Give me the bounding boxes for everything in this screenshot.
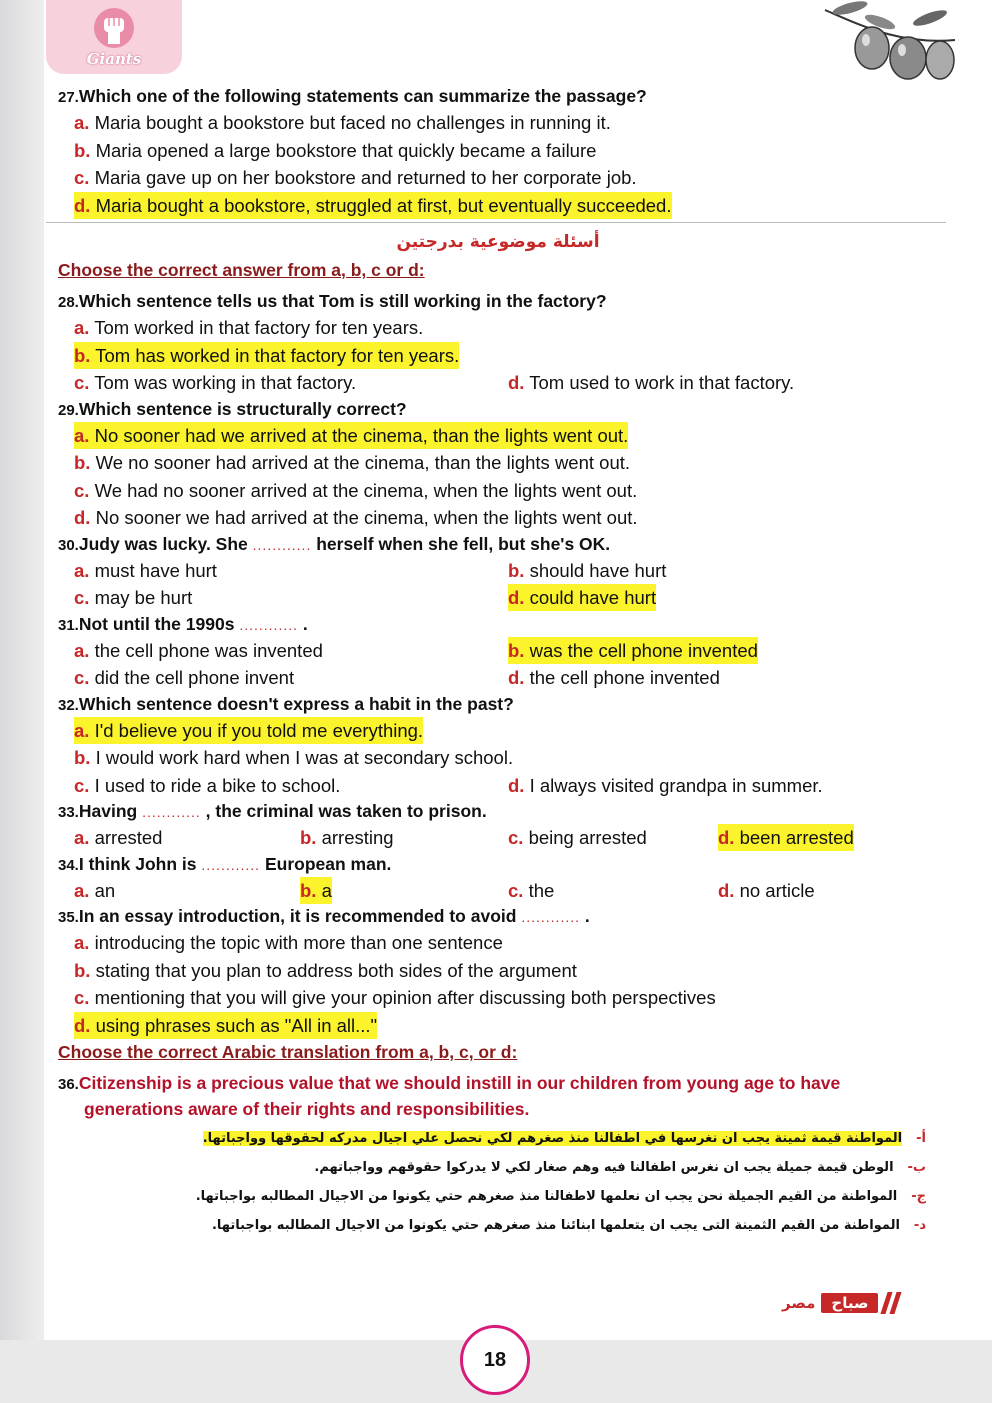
option-text: no article — [739, 879, 815, 901]
option-31b-correct[interactable] — [508, 637, 758, 664]
option-letter: c. — [74, 372, 90, 393]
option-letter: a. — [74, 719, 90, 741]
page-number: 18 — [460, 1325, 530, 1395]
option-text: stating that you plan to address both sides of the argument — [95, 959, 577, 981]
option-letter: b. — [74, 959, 91, 981]
option-text: Maria gave up on her bookstore and returned to her corporate job. — [94, 167, 637, 188]
question-31 — [58, 612, 938, 637]
option-text: We had no sooner arrived at the cinema, when the lights went out. — [94, 479, 638, 501]
option-letter: d. — [718, 879, 735, 901]
option-letter: b. — [508, 559, 525, 581]
option-36b[interactable] — [58, 1154, 938, 1183]
option-text: المواطنة من القيم الجميلة نحن يجب ان نعلمها لاطفالنا منذ صغرهم حتي يكونوا من الاجيال المطالبه بواجباتها. — [195, 1189, 898, 1204]
option-row — [58, 557, 938, 585]
option-row — [58, 164, 938, 192]
arabic-section-title: أسئلة موضوعية بدرجتين — [396, 232, 600, 252]
option-row — [58, 772, 938, 800]
option-30d-correct[interactable] — [508, 584, 656, 611]
option-28d[interactable] — [508, 369, 794, 396]
question-35 — [58, 904, 938, 929]
brand-suffix: مصر — [782, 1294, 816, 1312]
option-row — [58, 824, 938, 852]
option-row — [58, 744, 938, 772]
option-letter: d. — [508, 587, 525, 608]
option-text: been arrested — [739, 827, 854, 848]
option-row — [58, 192, 938, 220]
option-row — [58, 109, 938, 137]
question-text: Not until the 1990s — [78, 613, 235, 634]
option-32a-correct[interactable] — [74, 717, 423, 744]
option-text: introducing the topic with more than one sentence — [94, 932, 503, 953]
option-letter: b. — [74, 139, 91, 161]
option-34a[interactable] — [74, 877, 115, 904]
option-36d[interactable] — [58, 1212, 938, 1241]
option-text: an — [94, 879, 116, 901]
option-letter: a. — [74, 879, 90, 901]
option-letter: b. — [508, 639, 525, 661]
question-text: Judy was lucky. She — [78, 533, 248, 554]
option-letter: d. — [508, 372, 525, 393]
option-text: the cell phone invented — [529, 667, 720, 688]
option-30a[interactable] — [74, 557, 217, 584]
option-text: did the cell phone invent — [94, 667, 295, 688]
option-letter: d. — [74, 194, 91, 216]
option-text: was the cell phone invented — [529, 639, 758, 661]
option-letter: ب- — [907, 1160, 926, 1175]
option-27b[interactable] — [74, 137, 596, 164]
option-27d-correct[interactable] — [74, 192, 672, 219]
option-31c[interactable] — [74, 664, 294, 691]
option-34b-correct[interactable] — [300, 877, 332, 904]
option-36a-correct[interactable] — [58, 1125, 938, 1154]
option-text: may be hurt — [94, 587, 193, 608]
question-number: 28. — [58, 294, 79, 311]
option-text: Tom was working in that factory. — [94, 372, 357, 393]
option-text: the cell phone was invented — [94, 639, 323, 661]
option-letter: c. — [74, 987, 90, 1008]
question-number: 30. — [58, 536, 79, 554]
option-30c[interactable] — [74, 584, 192, 611]
question-text: In an essay introduction, it is recommended to avoid — [78, 906, 517, 926]
option-text: Maria bought a bookstore but faced no challenges in running it. — [94, 112, 611, 133]
option-35c[interactable] — [74, 984, 716, 1011]
option-row — [58, 449, 938, 477]
option-35d-correct[interactable] — [74, 1012, 377, 1039]
blank: ............ — [252, 536, 312, 553]
option-33b[interactable] — [300, 824, 394, 851]
option-29d[interactable] — [74, 504, 638, 531]
option-35b[interactable] — [74, 957, 577, 984]
option-letter: د- — [913, 1218, 926, 1233]
question-number: 35. — [58, 909, 79, 926]
question-text: . — [302, 613, 308, 634]
option-29c[interactable] — [74, 477, 637, 504]
option-text: المواطنة قيمة ثمينة يجب ان نغرسها في اطفالنا منذ صغرهم لكي نحصل علي اجيال مدركه لحقوقها وواجباتها. — [202, 1131, 903, 1146]
option-27a[interactable] — [74, 109, 611, 136]
option-text: Tom worked in that factory for ten years. — [94, 317, 424, 338]
section-heading: Choose the correct Arabic translation from a, b, c, or d: — [58, 1042, 518, 1062]
option-text: Tom has worked in that factory for ten years. — [95, 344, 460, 366]
option-29a-correct[interactable] — [74, 422, 628, 449]
option-text: I'd believe you if you told me everything. — [94, 719, 424, 741]
content — [58, 84, 938, 1241]
option-text: a — [321, 879, 332, 901]
option-text: should have hurt — [529, 559, 667, 581]
option-text: arresting — [321, 827, 394, 848]
option-31a[interactable] — [74, 637, 323, 664]
option-row — [58, 929, 938, 957]
brand-stripes-icon — [884, 1292, 898, 1314]
source-brand — [782, 1292, 898, 1314]
option-28a[interactable] — [74, 314, 423, 341]
fist-icon — [92, 6, 136, 50]
brand-name: صباح — [821, 1293, 878, 1313]
option-letter: d. — [508, 774, 525, 796]
option-text: Maria opened a large bookstore that quickly became a failure — [95, 139, 597, 161]
question-text: Which sentence tells us that Tom is still working in the factory? — [78, 291, 607, 311]
option-letter: c. — [74, 587, 90, 608]
option-text: I would work hard when I was at secondary school. — [95, 747, 514, 768]
option-32b[interactable] — [74, 744, 513, 771]
question-text: Which sentence doesn't express a habit in the past? — [78, 693, 514, 714]
divider — [46, 222, 946, 223]
option-letter: d. — [74, 507, 91, 528]
option-letter: c. — [74, 167, 90, 188]
option-row — [58, 984, 938, 1012]
option-letter: b. — [300, 879, 317, 901]
option-text: using phrases such as "All in all..." — [95, 1014, 378, 1036]
option-row — [58, 717, 938, 745]
option-letter: ج- — [911, 1189, 926, 1204]
option-row — [58, 477, 938, 505]
option-35a[interactable] — [74, 929, 503, 956]
question-29 — [58, 397, 938, 422]
blank: ............ — [239, 616, 299, 633]
option-row — [58, 957, 938, 985]
blank: ............ — [142, 804, 201, 820]
option-row — [58, 877, 938, 905]
option-letter: a. — [74, 112, 90, 133]
option-letter: d. — [508, 667, 525, 688]
option-letter: أ- — [916, 1131, 926, 1146]
option-letter: a. — [74, 424, 90, 446]
option-letter: b. — [74, 452, 91, 473]
option-31d[interactable] — [508, 664, 720, 691]
option-text: Tom used to work in that factory. — [529, 372, 795, 393]
question-text: herself when she fell, but she's OK. — [316, 533, 611, 554]
option-text: must have hurt — [94, 559, 217, 581]
question-text: Having — [78, 801, 138, 821]
option-row — [58, 314, 938, 342]
question-text: Which sentence is structurally correct? — [78, 398, 407, 419]
logo-text: Giants — [86, 50, 142, 68]
question-text: I think John is — [78, 853, 197, 874]
question-28 — [58, 289, 938, 314]
option-letter: d. — [718, 827, 735, 848]
option-text: I always visited grandpa in summer. — [529, 774, 823, 796]
option-row — [58, 1012, 938, 1040]
option-letter: a. — [74, 827, 90, 848]
option-letter: a. — [74, 932, 90, 953]
side-panel — [0, 0, 44, 1403]
option-text: could have hurt — [529, 587, 657, 608]
option-row — [58, 504, 938, 532]
option-letter: c. — [508, 879, 524, 901]
question-number: 34. — [58, 856, 79, 874]
option-32d[interactable] — [508, 772, 823, 799]
option-row — [58, 342, 938, 370]
option-letter: c. — [74, 667, 90, 688]
option-29b[interactable] — [74, 449, 630, 476]
section-heading: Choose the correct answer from a, b, c or d: — [58, 260, 425, 280]
option-row — [58, 584, 938, 612]
giants-logo — [46, 0, 182, 74]
option-text: We no sooner had arrived at the cinema, than the lights went out. — [95, 452, 631, 473]
question-text: European man. — [264, 853, 392, 874]
question-30 — [58, 532, 938, 557]
olive-branch-icon — [820, 0, 960, 90]
option-row — [58, 137, 938, 165]
option-text: mentioning that you will give your opinion after discussing both perspectives — [94, 987, 716, 1008]
question-number: 27. — [58, 89, 79, 106]
option-32c[interactable] — [74, 772, 340, 799]
option-33d-correct[interactable] — [718, 824, 854, 851]
blank: ............ — [521, 909, 581, 925]
blank: ............ — [201, 856, 261, 873]
question-36 — [58, 1071, 938, 1121]
option-row — [58, 369, 938, 397]
option-36c[interactable] — [58, 1183, 938, 1212]
question-text: . — [584, 906, 590, 926]
option-28c[interactable] — [74, 369, 356, 396]
option-letter: c. — [74, 774, 90, 796]
question-text: Citizenship is a precious value that we should instill in our children from young age to have generations aware of their rights and responsibilities. — [78, 1073, 841, 1119]
question-number: 36. — [58, 1076, 79, 1093]
question-number: 32. — [58, 696, 79, 714]
option-28b-correct[interactable] — [74, 342, 459, 369]
option-text: No sooner we had arrived at the cinema, when the lights went out. — [95, 507, 638, 528]
option-letter: a. — [74, 639, 90, 661]
option-text: الوطن قيمة جميلة يجب ان نغرس اطفالنا فيه وهم صغار لكي لا يدركوا حقوقهم وواجباتهم. — [314, 1160, 894, 1175]
option-letter: a. — [74, 317, 90, 338]
question-number: 33. — [58, 804, 79, 821]
option-row — [58, 637, 938, 665]
option-text: No sooner had we arrived at the cinema, than the lights went out. — [94, 424, 629, 446]
option-row — [58, 664, 938, 692]
option-text: Maria bought a bookstore, struggled at first, but eventually succeeded. — [95, 194, 672, 216]
option-letter: b. — [74, 747, 91, 768]
question-32 — [58, 692, 938, 717]
option-33c[interactable] — [508, 824, 647, 851]
option-letter: d. — [74, 1014, 91, 1036]
option-letter: c. — [74, 479, 90, 501]
option-row — [58, 422, 938, 450]
option-letter: b. — [300, 827, 317, 848]
question-number: 31. — [58, 616, 79, 634]
question-33 — [58, 799, 938, 824]
option-text: I used to ride a bike to school. — [94, 774, 341, 796]
option-text: المواطنة من القيم الثمينة التى يجب ان يتعلمها ابنائنا منذ صغرهم حتي يكونوا من الاجيال المطالبه بواجباتها. — [211, 1218, 900, 1233]
option-text: being arrested — [528, 827, 647, 848]
option-text: arrested — [94, 827, 163, 848]
option-33a[interactable] — [74, 824, 162, 851]
option-34c[interactable] — [508, 877, 554, 904]
option-letter: a. — [74, 559, 90, 581]
option-letter: b. — [74, 344, 91, 366]
question-number: 29. — [58, 401, 79, 419]
question-27 — [58, 84, 938, 109]
question-34 — [58, 852, 938, 877]
option-34d[interactable] — [718, 877, 815, 904]
option-27c[interactable] — [74, 164, 637, 191]
question-text: , the criminal was taken to prison. — [205, 801, 487, 821]
question-text: Which one of the following statements can summarize the passage? — [78, 86, 647, 106]
option-text: the — [528, 879, 555, 901]
option-letter: c. — [508, 827, 524, 848]
option-30b[interactable] — [508, 557, 666, 584]
